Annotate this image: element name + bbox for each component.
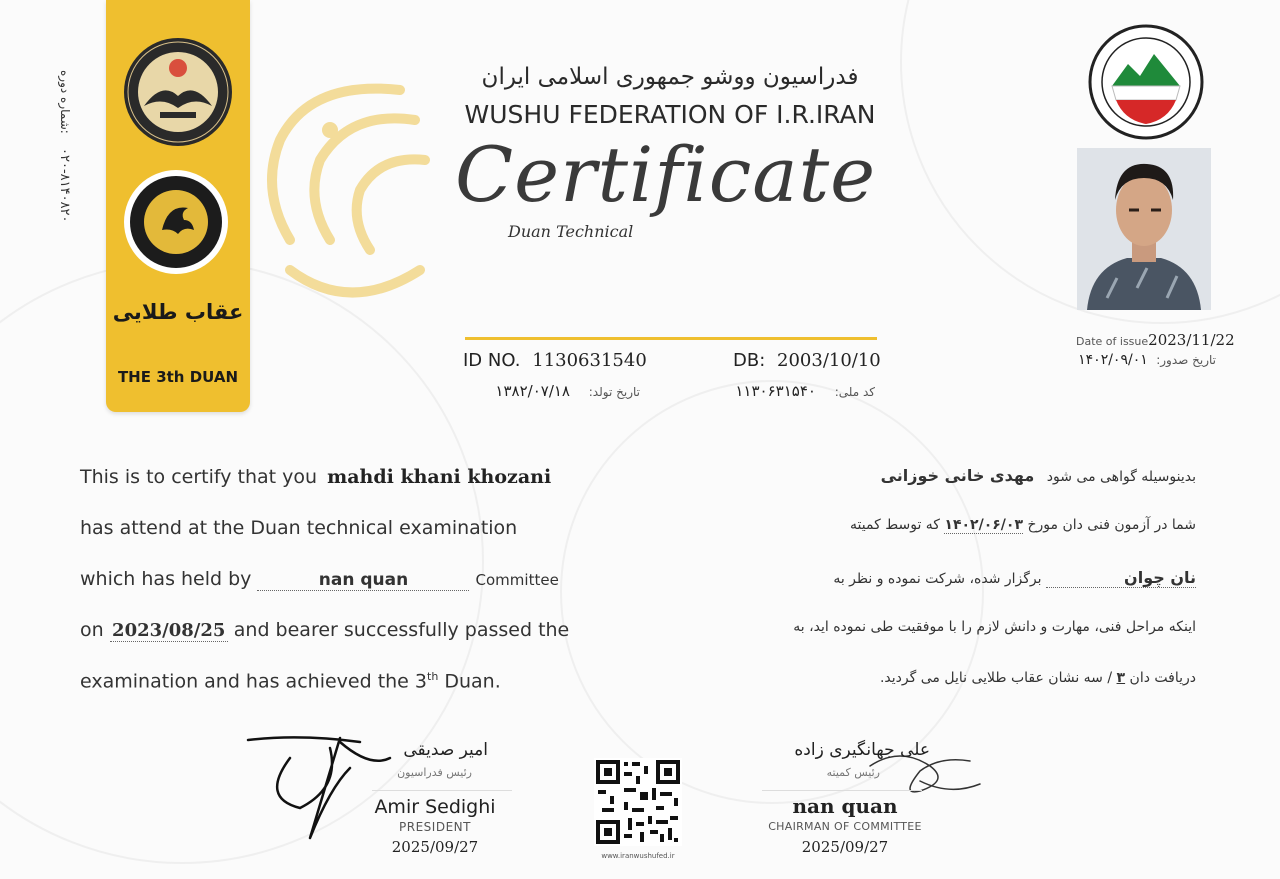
en-line-5-prefix: examination and has achieved the 3 bbox=[80, 670, 428, 693]
chairman-name-fa: علی جهانگیری زاده bbox=[794, 740, 930, 760]
president-date: 2025/09/27 bbox=[391, 838, 479, 856]
en-line-3 bbox=[80, 568, 559, 591]
badge-rank: THE 3th DUAN bbox=[117, 368, 239, 386]
chairman-role-en: CHAIRMAN OF COMMITTEE bbox=[768, 820, 922, 833]
committee-name-en: nan quan bbox=[257, 570, 469, 591]
gold-divider bbox=[465, 337, 877, 340]
birth-row bbox=[470, 382, 640, 400]
fa-line-2-prefix: شما در آزمون فنی دان مورخ bbox=[1027, 517, 1196, 533]
president-name-en: Amir Sedighi bbox=[374, 796, 496, 818]
president-role-en: PRESIDENT bbox=[399, 820, 471, 834]
chairman-role-fa: رئیس کمیته bbox=[826, 766, 880, 779]
federation-seal-icon bbox=[122, 36, 234, 148]
holder-name-fa: مهدی خانی خوزانی bbox=[880, 466, 1035, 485]
db-label: DB: bbox=[733, 350, 766, 371]
qr-url[interactable]: www.iranwushufed.ir bbox=[601, 852, 675, 860]
chairman-date: 2025/09/27 bbox=[801, 838, 889, 856]
certificate-subtitle: Duan Technical bbox=[508, 222, 634, 241]
fa-line-3 bbox=[690, 568, 1196, 588]
fa-line-3-suffix: برگزار شده، شرکت نموده و نظر به bbox=[833, 571, 1042, 587]
federation-name-fa: فدراسیون ووشو جمهوری اسلامی ایران bbox=[481, 64, 859, 90]
issue-date-row bbox=[1076, 330, 1235, 349]
fa-line-5-suffix: / سه نشان عقاب طلایی نایل می گردید. bbox=[879, 670, 1113, 686]
fa-line-5 bbox=[690, 670, 1196, 686]
national-code-row bbox=[715, 382, 875, 400]
fa-line-1-prefix: بدینوسیله گواهی می شود bbox=[1046, 469, 1196, 485]
president-role-fa: رئیس فدراسیون bbox=[397, 766, 472, 779]
holder-photo bbox=[1077, 148, 1211, 310]
serial-value: ۰۲۰-۸۱۴۰۸۲۰ bbox=[57, 148, 72, 223]
president-signature-line bbox=[372, 790, 512, 791]
en-line-2: has attend at the Duan technical examination bbox=[80, 517, 518, 539]
exam-date-en: 2023/08/25 bbox=[110, 620, 228, 642]
db-row bbox=[733, 350, 881, 371]
birth-label: تاریخ تولد: bbox=[588, 385, 640, 399]
fa-line-2-suffix: که توسط کمیته bbox=[850, 517, 940, 533]
en-line-5 bbox=[80, 670, 501, 692]
id-label: ID NO. bbox=[463, 350, 521, 371]
serial-label: شماره دوره: bbox=[58, 70, 72, 134]
issue-date-label: Date of issue bbox=[1076, 335, 1149, 348]
serial-number bbox=[42, 70, 92, 240]
id-row bbox=[463, 350, 647, 371]
en-line-3-suffix: Committee bbox=[475, 571, 559, 589]
id-value: 1130631540 bbox=[532, 350, 647, 371]
issue-date-fa-label: تاریخ صدور: bbox=[1156, 353, 1216, 367]
en-line-1 bbox=[80, 466, 551, 488]
rank-number-fa: ۳ bbox=[1116, 670, 1126, 686]
certificate-title: Certificate bbox=[455, 130, 877, 219]
issue-date-value: 2023/11/22 bbox=[1148, 331, 1235, 349]
en-line-4 bbox=[80, 619, 569, 642]
chairman-signature-line bbox=[762, 790, 922, 791]
issue-date-fa-value: ۱۴۰۲/۰۹/۰۱ bbox=[1078, 352, 1148, 368]
fa-line-2 bbox=[690, 517, 1196, 534]
en-line-1-prefix: This is to certify that you bbox=[80, 466, 318, 488]
en-line-3-prefix: which has held by bbox=[80, 568, 252, 590]
chairman-name-en: nan quan bbox=[792, 794, 898, 818]
fa-line-5-prefix: دریافت دان bbox=[1129, 670, 1196, 686]
national-code-label: کد ملی: bbox=[834, 385, 875, 399]
fa-line-4: اینکه مراحل فنی، مهارت و دانش لازم را با موفقیت طی نموده اید، به bbox=[793, 619, 1196, 635]
badge-title: عقاب طلایی bbox=[112, 300, 244, 324]
fa-line-1 bbox=[690, 466, 1196, 485]
federation-name-en: WUSHU FEDERATION OF I.R.IRAN bbox=[464, 100, 876, 129]
golden-eagle-medal-icon bbox=[122, 168, 230, 276]
exam-date-fa: ۱۴۰۲/۰۶/۰۳ bbox=[944, 517, 1024, 533]
holder-name-en: mahdi khani khozani bbox=[327, 466, 552, 488]
en-line-5-suffix: Duan. bbox=[444, 670, 501, 693]
national-code-value: ۱۱۳۰۶۳۱۵۴۰ bbox=[735, 382, 816, 400]
issue-date-fa-row bbox=[1070, 352, 1216, 368]
eagle-watermark-icon bbox=[250, 70, 450, 320]
federation-emblem-icon bbox=[1088, 24, 1204, 140]
db-value: 2003/10/10 bbox=[777, 350, 881, 371]
president-name-fa: امیر صدیقی bbox=[403, 740, 488, 760]
qr-code-icon[interactable] bbox=[594, 758, 682, 846]
committee-name-fa: نان چوان bbox=[1046, 568, 1196, 588]
birth-value: ۱۳۸۲/۰۷/۱۸ bbox=[495, 382, 570, 400]
en-line-5-sup: th bbox=[427, 670, 439, 683]
en-line-4-suffix: and bearer successfully passed the bbox=[233, 619, 570, 641]
en-line-4-prefix: on bbox=[80, 619, 104, 641]
